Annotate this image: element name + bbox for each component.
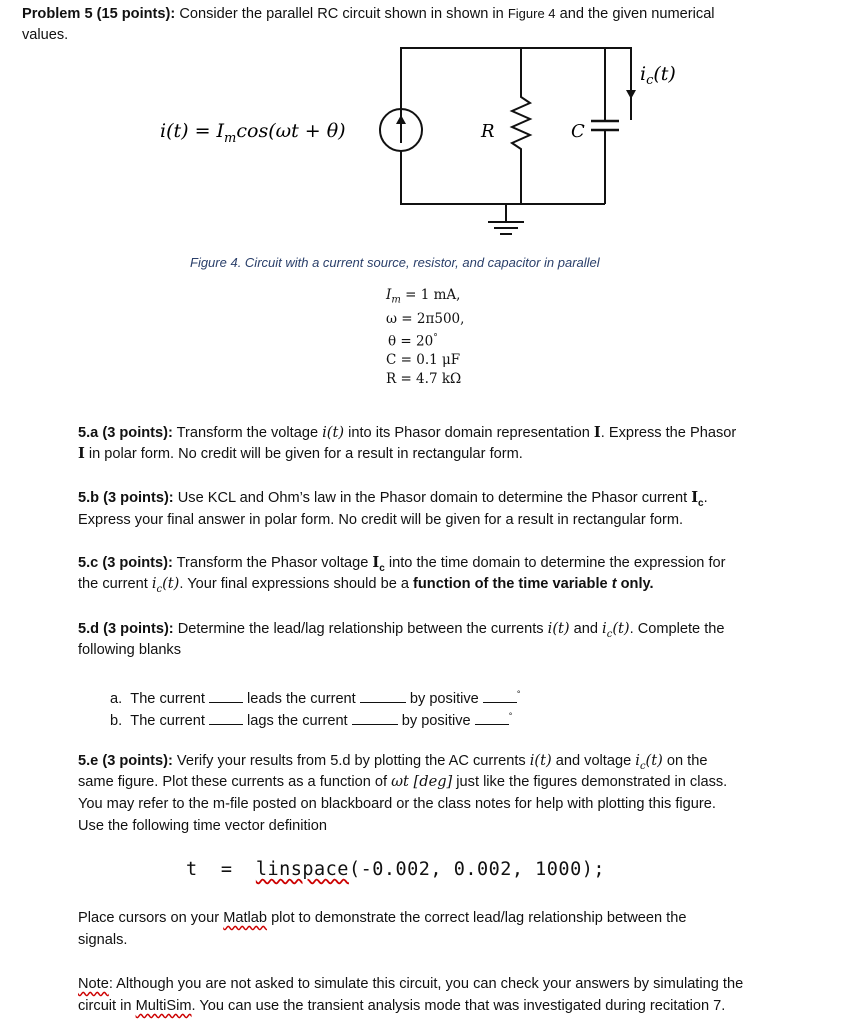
problem-heading: Problem 5 (15 points): (22, 6, 176, 22)
linspace-function: linspace (255, 859, 349, 880)
note-line-2: circuit in MultiSim. You can use the transient analysis mode that was investigated during recitation 7. (78, 998, 726, 1014)
ic-label: $i_c(t)$ (640, 63, 676, 88)
blank-row-a: a. The current leads the current by positive ° (110, 689, 521, 707)
value-omega: ω = 2π500, (386, 310, 465, 327)
figure-caption: Figure 4. Circuit with a current source, resistor, and capacitor in parallel (190, 255, 600, 270)
part-e-line-1: 5.e (3 points): Verify your results from 5.d by plotting the AC currents i(t) and voltage $i_c(t)$ on the (78, 752, 708, 772)
ic-arrow-head (626, 90, 636, 99)
bottom-wire (401, 150, 605, 204)
code-line: t = linspace(-0.002, 0.002, 1000); (186, 859, 605, 880)
part-d-line-2: following blanks (78, 642, 182, 658)
given-values (382, 286, 512, 389)
intro-text: Consider the parallel RC circuit shown in shown in (175, 6, 508, 22)
part-a-line-1: 5.a (3 points): Transform the voltage i(t) into its Phasor domain representation I. Express the Phasor (78, 424, 737, 441)
r-label: R (481, 121, 495, 142)
c-label: C (571, 121, 585, 142)
part-e-line-2: same figure. Plot these currents as a function of ωt [deg] just like the figures demonstrated in class. (78, 773, 728, 790)
blank-a1[interactable] (209, 690, 243, 703)
value-theta: θ = 20° (388, 332, 438, 350)
source-arrow-head (396, 115, 406, 124)
problem-intro-line-2: values. (22, 27, 69, 43)
value-r: R = 4.7 kΩ (386, 371, 462, 388)
part-a-label: 5.a (3 points): (78, 425, 173, 441)
cursor-note-line-2: signals. (78, 932, 128, 948)
blank-a2[interactable] (360, 690, 406, 703)
part-e-label: 5.e (3 points): (78, 753, 173, 769)
circuit-diagram (150, 40, 710, 260)
value-c: C = 0.1 μF (386, 352, 461, 369)
part-b-label: 5.b (3 points): (78, 490, 174, 506)
blank-a3[interactable] (483, 690, 517, 703)
part-d-line-1: 5.d (3 points): Determine the lead/lag relationship between the currents i(t) and $i_c(t)$. Complete the (78, 620, 725, 640)
intro-text-2: and the given numerical (555, 6, 715, 22)
note-line-1: Note: Although you are not asked to simulate this circuit, you can check your answers by simulating the (78, 976, 744, 992)
source-label: $i(t) = I_m\cos(\omega t + \theta)$ (160, 120, 346, 146)
top-wire (401, 48, 631, 130)
part-e-line-4: Use the following time vector definition (78, 818, 328, 834)
problem-intro-line-1 (22, 4, 715, 24)
blank-b3[interactable] (475, 712, 509, 725)
cursor-note-line-1: Place cursors on your Matlab plot to demonstrate the correct lead/lag relationship between the (78, 910, 687, 926)
part-c-label: 5.c (3 points): (78, 555, 173, 571)
part-b-line-2: Express your final answer in polar form. No credit will be given for a result in rectangular form. (78, 512, 684, 528)
part-c-line-2: the current $i_c(t)$. Your final expressions should be a function of the time variable t only. (78, 575, 654, 595)
value-im: $I_m = 1$ mA, (386, 287, 461, 306)
blank-b2[interactable] (352, 712, 398, 725)
part-a-line-2: I in polar form. No credit will be given for a result in rectangular form. (78, 445, 523, 462)
part-c-line-1: 5.c (3 points): Transform the Phasor voltage $I_c$ into the time domain to determine the expression for (78, 554, 726, 574)
part-d-label: 5.d (3 points): (78, 621, 174, 637)
figure-reference: Figure 4 (507, 6, 556, 21)
blank-row-b: b. The current lags the current by positive ° (110, 711, 513, 729)
part-b-line-1: 5.b (3 points): Use KCL and Ohm’s law in the Phasor domain to determine the Phasor current $I_c$. (78, 489, 708, 509)
note-label: Note (78, 976, 109, 992)
r-resistor (512, 92, 530, 154)
part-e-line-3: You may refer to the m-file posted on blackboard or the class notes for help with plotting this figure. (78, 796, 716, 812)
blank-b1[interactable] (209, 712, 243, 725)
